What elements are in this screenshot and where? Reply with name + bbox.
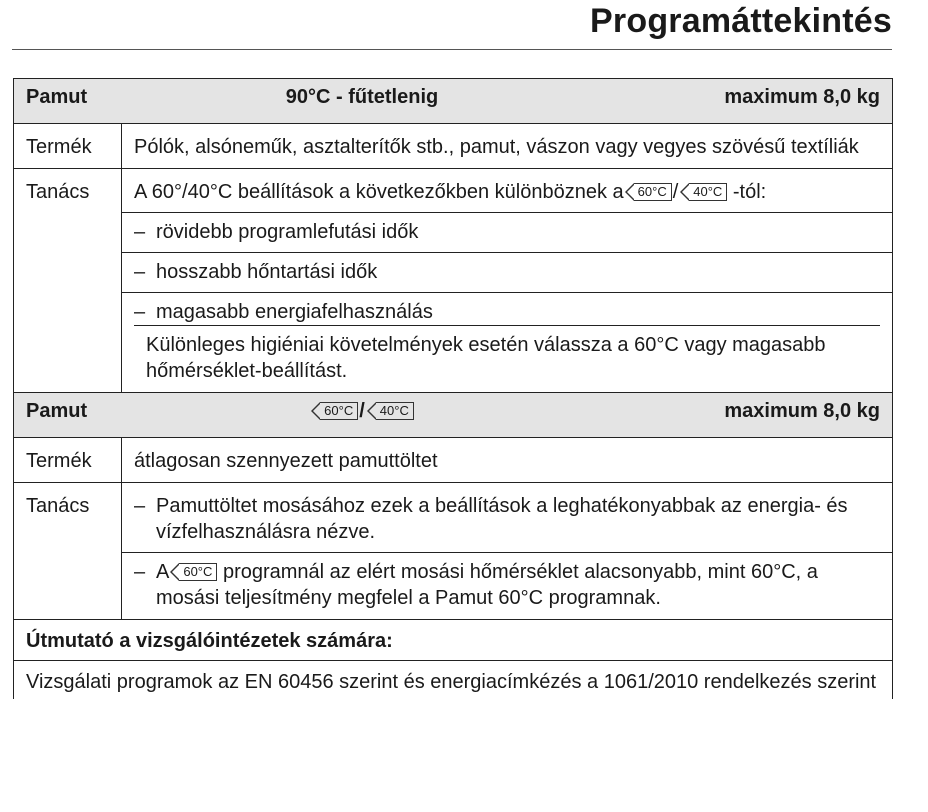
max-load: maximum 8,0 kg: [724, 86, 880, 108]
list-item: – rövidebb programlefutási idők: [122, 212, 892, 245]
note-body-row: [14, 661, 893, 700]
advice-intro: A 60°/40°C beállítások a következőkben különböznek a 60°C / 40°C -tól:: [134, 181, 767, 203]
list-item: – Pamuttöltet mosásához ezek a beállítások a leghatékonyabbak az energia- és vízfelhasználásra nézve.: [134, 495, 848, 543]
product-description: Pólók, alsóneműk, asztalterítők stb., pamut, vászon vagy vegyes szövésű textíliák: [122, 124, 893, 169]
section-header-cotton-eco: Pamut 60°C / 40°C maximum 8,0 kg: [14, 393, 893, 438]
product-description: átlagosan szennyezett pamuttöltet: [122, 438, 893, 483]
eco-60-icon: 60°C: [179, 563, 217, 581]
note-title-row: [14, 620, 893, 661]
eco-60-icon: 60°C: [634, 183, 672, 201]
temperature-range: 90°C - fűtetlenig: [285, 86, 439, 108]
page-header: [0, 0, 928, 52]
eco-40-icon: 40°C: [689, 183, 727, 201]
program-name: Pamut: [26, 86, 88, 108]
eco-40-icon: 40°C: [376, 402, 414, 420]
product-row: [14, 124, 893, 169]
advice-row: [14, 169, 893, 393]
advice-row: [14, 483, 893, 620]
row-label-advice: Tanács: [14, 169, 122, 393]
note-title: Útmutató a vizsgálóintézetek számára:: [14, 620, 893, 661]
program-table: [13, 78, 893, 699]
row-label-advice: Tanács: [14, 483, 122, 620]
list-item: – magasabb energiafelhasználás: [122, 292, 892, 325]
list-item: – A 60°C programnál az elért mosási hőmérséklet alacsonyabb, mint 60°C, a mosási teljesítmény megfelel a Pamut 60°C programnak.: [122, 552, 892, 611]
product-row: [14, 438, 893, 483]
section-header-cotton-90: [14, 79, 893, 124]
advice-outro: Különleges higiéniai követelmények esetén válassza a 60°C vagy magasabb hőmérséklet-beállítást.: [134, 325, 880, 384]
note-body: Vizsgálati programok az EN 60456 szerint és energiacímkézés a 1061/2010 rendelkezés szerint: [14, 661, 893, 700]
page-title: Programáttekintés: [590, 2, 892, 40]
advice-content: [122, 483, 893, 620]
max-load: maximum 8,0 kg: [724, 400, 880, 422]
eco-60-icon: 60°C: [320, 402, 358, 420]
list-item: – hosszabb hőntartási idők: [122, 252, 892, 285]
advice-content: [122, 169, 893, 393]
header-divider: [12, 49, 892, 50]
row-label-product: Termék: [14, 124, 122, 169]
row-label-product: Termék: [14, 438, 122, 483]
program-name: Pamut: [26, 400, 88, 422]
